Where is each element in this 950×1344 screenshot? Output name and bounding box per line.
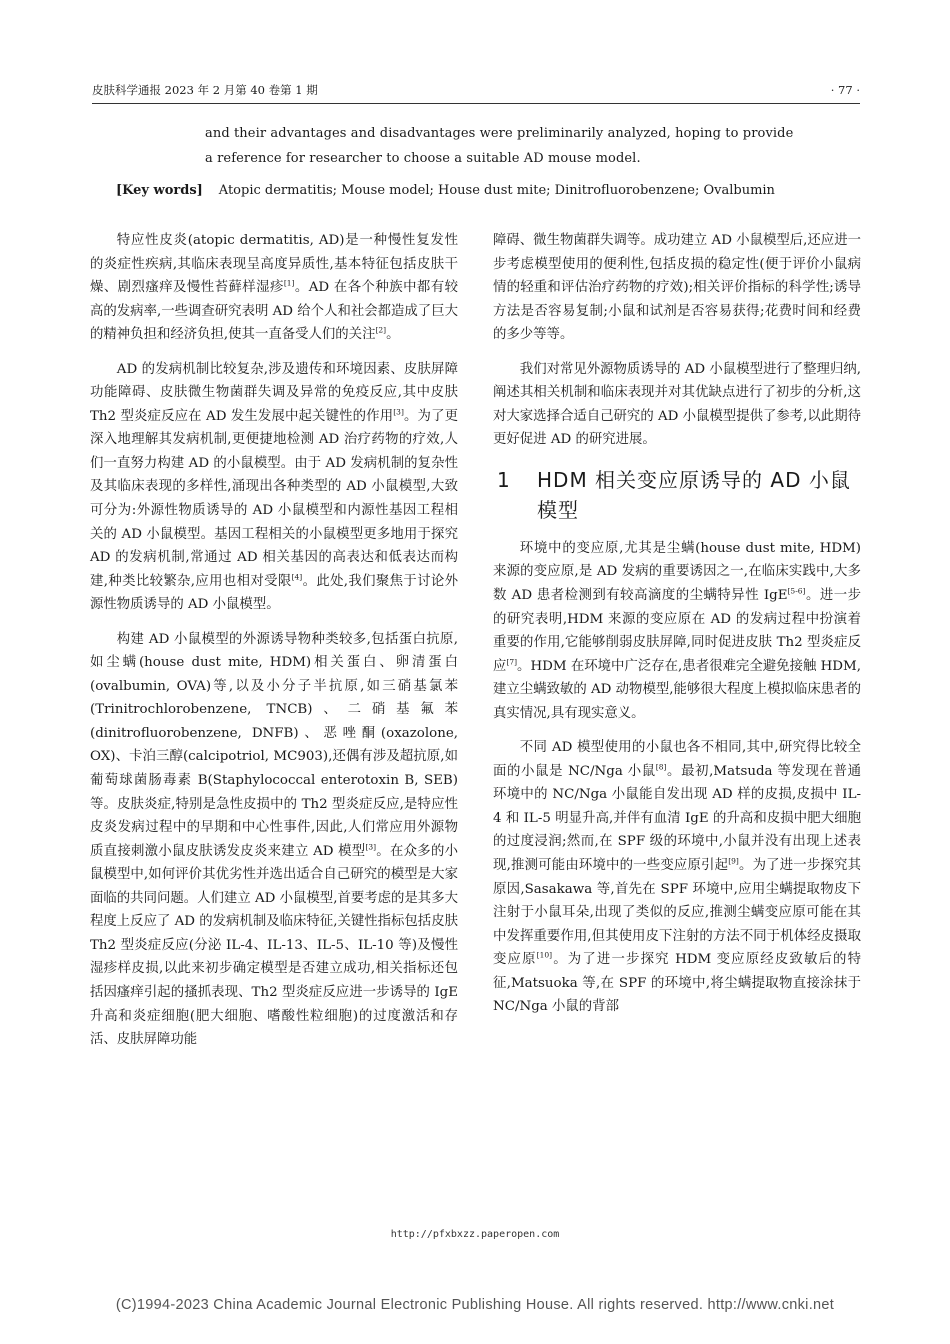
paragraph: 环境中的变应原,尤其是尘螨(house dust mite, HDM)来源的变应原,是 AD 发病的重要诱因之一,在临床实践中,大多数 AD 患者检测到有较高滴度的尘螨特异性 IgE[5-6]。进一步的研究表明,HDM 来源的变应原在 AD 的发病过程中扮演着重要的作用,它能够削弱皮肤屏障,同时促进皮肤 Th2 型炎症反应[7]。HDM 在环境中广泛存在,患者很难完全避免接触 HDM,建立尘螨致敏的 AD 动物模型,能够很大程度上模拟临床患者的真实情况,具有现实意义。 — [493, 540, 862, 721]
left-column — [90, 229, 458, 1052]
journal-info: 皮肤科学通报 2023 年 2 月第 40 卷第 1 期 — [92, 83, 318, 97]
abstract-line: a reference for researcher to choose a suitable AD mouse model. — [205, 151, 641, 166]
abstract-line: and their advantages and disadvantages were preliminarily analyzed, hoping to provide — [205, 126, 794, 141]
paragraph: AD 的发病机制比较复杂,涉及遗传和环境因素、皮肤屏障功能障碍、皮肤微生物菌群失调及异常的免疫反应,其中皮肤 Th2 型炎症反应在 AD 发生发展中起关键性的作用[3]。为了更深入地理解其发病机制,更便捷地检测 AD 治疗药物的疗效,人们一直努力构建 AD 的小鼠模型。由于 AD 发病机制的复杂性及其临床表现的多样性,涌现出各种类型的 AD 小鼠模型,大致可分为:外源性物质诱导的 AD 小鼠模型和内源性基因工程相关的 AD 小鼠模型。基因工程相关的小鼠模型更多地用于探究 AD 的发病机制,常通过 AD 相关基因的高表达和低表达而构建,种类比较繁杂,应用也相对受限[4]。此处,我们聚焦于讨论外源性物质诱导的 AD 小鼠模型。 — [90, 361, 459, 613]
section-heading — [493, 465, 861, 525]
citation[interactable]: [1] — [283, 278, 295, 288]
running-header — [92, 80, 860, 102]
citation[interactable]: [10] — [536, 950, 553, 960]
paragraph: 构建 AD 小鼠模型的外源诱导物种类较多,包括蛋白抗原,如尘螨(house dust mite, HDM)相关蛋白、卵清蛋白(ovalbumin, OVA)等,以及小分子半抗原,如三硝基氯苯(Trinitrochlorobenzene, TNCB)、二硝基氟苯(dinitrofluorobenzene, DNFB)、恶唑酮(oxazolone, OX)、卡泊三醇(calcipotriol, MC903),还偶有涉及超抗原,如葡萄球菌肠毒素 B(Staphylococcal enterotoxin B, SEB)等。皮肤炎症,特别是急性皮损中的 Th2 型炎症反应,是特应性皮炎发病过程中的早期和中心性事件,因此,人们常应用外源物质直接刺激小鼠皮肤诱发皮炎来建立 AD 模型[3]。在众多的小鼠模型中,如何评价其优劣性并选出适合自己研究的模型是大家面临的共同问题。人们建立 AD 小鼠模型,首要考虑的是其多大程度上反应了 AD 的发病机制及临床特征,关键性指标包括皮肤 Th2 型炎症反应(分泌 IL-4、IL-13、IL-5、IL-10 等)及慢性湿疹样皮损,以此来初步确定模型是否建立成功,相关指标还包括因瘙痒引起的搔抓表现、Th2 型炎症反应进一步诱导的 IgE 升高和炎症细胞(肥大细胞、嗜酸性粒细胞)的过度激活和存活、皮肤屏障功能 — [90, 631, 459, 1048]
citation[interactable]: [9] — [728, 856, 739, 866]
keywords-label: [Key words] — [116, 183, 203, 198]
paragraph-continuation: 障碍、微生物菌群失调等。成功建立 AD 小鼠模型后,还应进一步考虑模型使用的便利性,包括皮损的稳定性(便于评价小鼠病情的轻重和评估治疗药物的疗效);相关评价指标的科学性;诱导方法是否容易复制;小鼠和试剂是否容易获得;花费时间和经费的多少等等。 — [493, 233, 861, 343]
copyright-notice: (C)1994-2023 China Academic Journal Electronic Publishing House. All rights reserved. http://www.cnki.net — [115, 1297, 835, 1313]
citation[interactable]: [3] — [393, 407, 404, 417]
citation[interactable]: [5-6] — [787, 586, 806, 596]
citation[interactable]: [8] — [655, 762, 667, 772]
section-title: HDM 相关变应原诱导的 AD 小鼠模型 — [537, 467, 851, 522]
right-column — [493, 229, 861, 1019]
footer-url[interactable]: http://pfxbxzz.paperopen.com — [390, 1229, 560, 1240]
page-number: · 77 · — [830, 83, 860, 97]
citation[interactable]: [3] — [365, 842, 377, 852]
paragraph: 不同 AD 模型使用的小鼠也各不相同,其中,研究得比较全面的小鼠是 NC/Nga 小鼠[8]。最初,Matsuda 等发现在普通环境中的 NC/Nga 小鼠能自发出现 AD 样的皮损,皮损中 IL-4 和 IL-5 明显升高,并伴有血清 IgE 的升高和皮损中肥大细胞的过度浸润;然而,在 SPF 级的环境中,小鼠并没有出现上述表现,推测可能由环境中的一些变应原引起[9]。为了进一步探究其原因,Sasakawa 等,首先在 SPF 环境中,应用尘螨提取物皮下注射于小鼠耳朵,出现了类似的反应,推测尘螨变应原可能在其中发挥重要作用,但其使用皮下注射的方法不同于机体经皮摄取变应原[10]。为了进一步探究 HDM 变应原经皮致敏后的特征,Matsuoka 等,在 SPF 的环境中,将尘螨提取物直接涂抹于 NC/Nga 小鼠的背部 — [493, 740, 862, 1015]
keywords — [116, 179, 836, 203]
paragraph: 特应性皮炎(atopic dermatitis, AD)是一种慢性复发性的炎症性疾病,其临床表现呈高度异质性,基本特征包括皮肤干燥、剧烈瘙痒及慢性苔藓样湿疹[1]。AD 在各个种族中都有较高的发病率,一些调查研究表明 AD 给个人和社会都造成了巨大的精神负担和经济负担,使其一直备受人们的关注[2]。 — [90, 233, 458, 343]
paragraph: 我们对常见外源物质诱导的 AD 小鼠模型进行了整理归纳,阐述其相关机制和临床表现并对其优缺点进行了初步的分析,这对大家选择合适自己研究的 AD 小鼠模型提供了参考,以此期待更好促进 AD 的研究进展。 — [493, 361, 861, 448]
citation[interactable]: [2] — [375, 325, 387, 335]
abstract-tail — [205, 121, 815, 171]
citation[interactable]: [7] — [506, 657, 518, 667]
keywords-list: Atopic dermatitis; Mouse model; House dust mite; Dinitrofluorobenzene; Ovalbumin — [218, 183, 775, 198]
header-divider — [92, 103, 860, 104]
citation[interactable]: [4] — [291, 572, 303, 582]
section-number: 1 — [497, 467, 510, 492]
